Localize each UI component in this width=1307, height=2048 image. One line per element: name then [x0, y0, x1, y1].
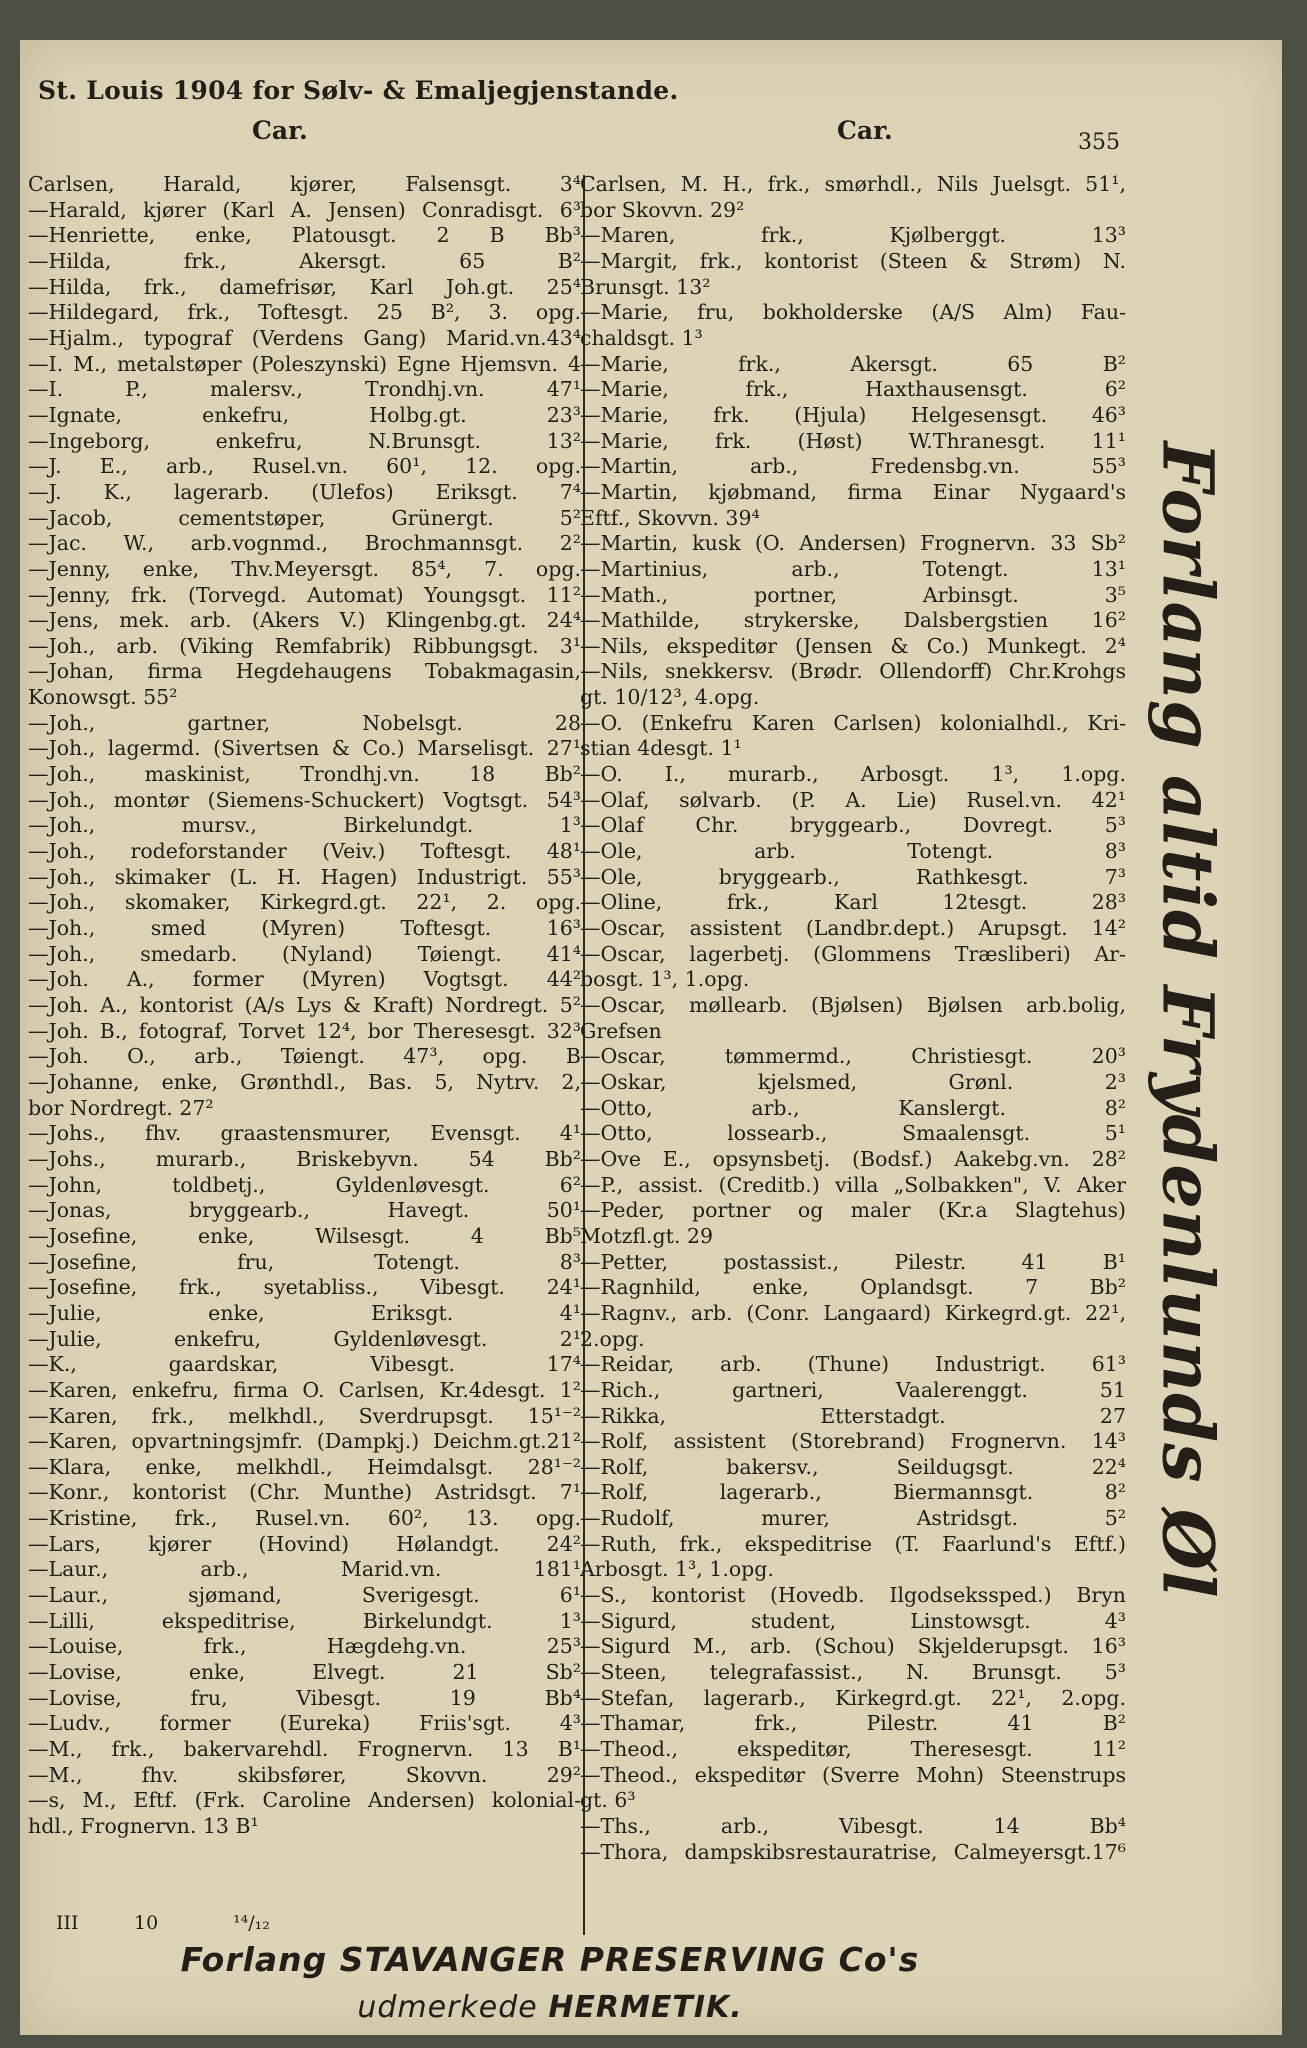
directory-entry-line: —Hjalm., typograf (Verdens Gang) Marid.vn.43⁴ [28, 325, 581, 350]
directory-entry-line: —Sigurd, student, Linstowsgt. 4³ [580, 1608, 1126, 1633]
directory-entry-line: —Marie, frk., Akersgt. 65 B² [580, 351, 1126, 376]
directory-entry-line: —M., fhv. skibsfører, Skovvn. 29² [28, 1762, 581, 1787]
directory-entry-line: 2.opg. [580, 1326, 645, 1351]
directory-entry-line: —Rolf, bakersv., Seildugsgt. 22⁴ [580, 1454, 1126, 1479]
directory-entry-line: —Maren, frk., Kjølberggt. 13³ [580, 223, 1126, 248]
directory-entry-line: —Louise, frk., Hægdehg.vn. 25³ [28, 1634, 581, 1659]
directory-entry-line: —Joh., maskinist, Trondhj.vn. 18 Bb² [28, 762, 581, 787]
directory-entry-line: —Jens, mek. arb. (Akers V.) Klingenbg.gt. 24⁴ [28, 608, 581, 633]
directory-entry-line: —Laur., arb., Marid.vn. 181¹ [28, 1557, 581, 1582]
directory-entry-line: —Joh., mursv., Birkelundgt. 1³ [28, 813, 581, 838]
directory-entry-line: —Joh. O., arb., Tøiengt. 47³, opg. B [28, 1044, 581, 1069]
directory-entry-line: —Hilda, frk., Akersgt. 65 B² [28, 248, 581, 273]
directory-page [20, 40, 1282, 2035]
directory-entry-line: bor Skovvn. 29² [580, 197, 745, 222]
directory-entry-line: —Josefine, fru, Totengt. 8³ [28, 1249, 581, 1274]
directory-entry-line: —Ole, arb. Totengt. 8³ [580, 839, 1126, 864]
directory-entry-line: —Joh. B., fotograf, Torvet 12⁴, bor Theresesgt. 32³ [28, 1018, 581, 1043]
directory-entry-line: —Konr., kontorist (Chr. Munthe) Astridsgt. 7¹ [28, 1480, 581, 1505]
bottom-advertisement-line-1 [20, 1940, 1080, 1979]
directory-entry-line: —P., assist. (Creditb.) villa „Solbakken", V. Aker [580, 1172, 1126, 1197]
directory-entry-line: —Rich., gartneri, Vaalerenggt. 51 [580, 1377, 1126, 1402]
directory-entry-line: —Julie, enkefru, Gyldenløvesgt. 2¹ [28, 1326, 581, 1351]
directory-entry-line: —Ruth, frk., ekspeditrise (T. Faarlund's Eftf.) [580, 1531, 1126, 1556]
directory-entry-line: Grefsen [580, 1018, 662, 1043]
directory-entry-line: —Rudolf, murer, Astridsgt. 5² [580, 1506, 1126, 1531]
directory-entry-line: —Joh., lagermd. (Sivertsen & Co.) Marselisgt. 27¹ [28, 736, 581, 761]
directory-entry-line: —Otto, arb., Kanslergt. 8² [580, 1095, 1126, 1120]
directory-entry-line: —S., kontorist (Hovedb. Ilgodsekssped.) Bryn [580, 1583, 1126, 1608]
directory-entry-line: —Johs., fhv. graastensmurer, Evensgt. 4¹ [28, 1121, 581, 1146]
directory-entry-line: —Karen, opvartningsjmfr. (Dampkj.) Deichm.gt.21² [28, 1429, 581, 1454]
directory-entry-line: gt. 6³ [580, 1788, 636, 1813]
footer-mark-c: ¹⁴/₁₂ [233, 1912, 270, 1934]
right-column-label: Car. [837, 116, 893, 145]
directory-entry-line: —Karen, enkefru, firma O. Carlsen, Kr.4desgt. 1² [28, 1377, 581, 1402]
directory-entry-line: —Ingeborg, enkefru, N.Brunsgt. 13² [28, 428, 581, 453]
directory-entry-line: gt. 10/12³, 4.opg. [580, 685, 760, 710]
directory-entry-line: —Jacob, cementstøper, Grünergt. 5² [28, 505, 581, 530]
directory-entry-line: —Mathilde, strykerske, Dalsbergstien 16² [580, 608, 1126, 633]
directory-entry-line: —Ths., arb., Vibesgt. 14 Bb⁴ [580, 1814, 1126, 1838]
directory-entry-line: —Lovise, fru, Vibesgt. 19 Bb⁴ [28, 1685, 581, 1710]
directory-entry-line: —Joh. A., former (Myren) Vogtsgt. 44² [28, 967, 581, 992]
directory-entry-line: —Oscar, møllearb. (Bjølsen) Bjølsen arb.bolig, [580, 993, 1126, 1017]
directory-entry-line: —Oscar, tømmermd., Christiesgt. 20³ [580, 1044, 1126, 1069]
directory-entry-line: —Steen, telegrafassist., N. Brunsgt. 5³ [580, 1660, 1126, 1685]
directory-entry-line: —Ignate, enkefru, Holbg.gt. 23³ [28, 402, 581, 427]
directory-entry-line: —Julie, enke, Eriksgt. 4¹ [28, 1300, 581, 1325]
directory-entry-line: —Lars, kjører (Hovind) Hølandgt. 24² [28, 1531, 581, 1556]
directory-entry-line: —O. I., murarb., Arbosgt. 1³, 1.opg. [580, 762, 1126, 787]
directory-entry-line: —Josefine, frk., syetabliss., Vibesgt. 24¹ [28, 1275, 581, 1300]
directory-entry-line: —Peder, portner og maler (Kr.a Slagtehus) [580, 1198, 1126, 1223]
directory-entry-line: Arbosgt. 1³, 1.opg. [580, 1557, 774, 1582]
directory-entry-line: —Hilda, frk., damefrisør, Karl Joh.gt. 25⁴ [28, 274, 581, 299]
directory-entry-line: —Jenny, enke, Thv.Meyersgt. 85⁴, 7. opg. [28, 556, 581, 581]
directory-entry-line: —Thamar, frk., Pilestr. 41 B² [580, 1711, 1126, 1736]
directory-entry-line: —Oskar, kjelsmed, Grønl. 2³ [580, 1069, 1126, 1094]
directory-entry-line: —Joh., smed (Myren) Toftesgt. 16³ [28, 916, 581, 941]
directory-entry-line: —Ole, bryggearb., Rathkesgt. 7³ [580, 864, 1126, 889]
directory-entry-line: —Olaf, sølvarb. (P. A. Lie) Rusel.vn. 42¹ [580, 787, 1126, 812]
directory-entry-line: bosgt. 1³, 1.opg. [580, 967, 750, 992]
directory-entry-line: —K., gaardskar, Vibesgt. 17⁴ [28, 1352, 581, 1377]
directory-entry-line: —Nils, ekspeditør (Jensen & Co.) Munkegt. 2⁴ [580, 633, 1126, 658]
directory-entry-line: —Petter, postassist., Pilestr. 41 B¹ [580, 1249, 1126, 1274]
directory-entry-line: —J. E., arb., Rusel.vn. 60¹, 12. opg. [28, 454, 581, 479]
directory-entry-line: —Rolf, lagerarb., Biermannsgt. 8² [580, 1480, 1126, 1505]
footer-mark-a: III [56, 1912, 79, 1934]
directory-entry-line: —Laur., sjømand, Sverigesgt. 6¹ [28, 1583, 581, 1608]
directory-entry-line: stian 4desgt. 1¹ [580, 736, 742, 761]
footer-mark-b: 10 [134, 1912, 159, 1934]
page-number: 355 [1078, 130, 1120, 155]
directory-entry-line: —Joh., smedarb. (Nyland) Tøiengt. 41⁴ [28, 941, 581, 966]
directory-entry-line: —Jenny, frk. (Torvegd. Automat) Youngsgt. 11² [28, 582, 581, 607]
bottom-advertisement-line-2 [20, 1990, 1080, 2025]
directory-entry-line: —Ragnv., arb. (Conr. Langaard) Kirkegrd.gt. 22¹, [580, 1300, 1126, 1325]
directory-entry-line: Eftf., Skovvn. 39⁴ [580, 505, 760, 530]
directory-entry-line: —Theod., ekspeditør, Theresesgt. 11² [580, 1737, 1126, 1762]
bottom-ad-brand: STAVANGER PRESERVING Co's [339, 1940, 920, 1979]
directory-entry-line: Carlsen, Harald, kjører, Falsensgt. 3⁴ [28, 172, 581, 196]
directory-entry-line: —Jac. W., arb.vognmd., Brochmannsgt. 2² [28, 531, 581, 556]
directory-entry-line: bor Nordregt. 27² [28, 1095, 214, 1120]
right-column-entries [580, 172, 1126, 1865]
directory-entry-line: —Martinius, arb., Totengt. 13¹ [580, 556, 1126, 581]
directory-entry-line: Motzfl.gt. 29 [580, 1223, 714, 1248]
directory-entry-line: —Josefine, enke, Wilsesgt. 4 Bb⁵ [28, 1223, 581, 1248]
directory-entry-line: Konowsgt. 55² [28, 685, 178, 710]
directory-entry-line: —Joh., skimaker (L. H. Hagen) Industrigt. 55³ [28, 864, 581, 889]
directory-entry-line: —I. M., metalstøper (Poleszynski) Egne Hjemsvn. 4 [28, 351, 581, 376]
directory-entry-line: —Martin, kjøbmand, firma Einar Nygaard's [580, 479, 1126, 504]
directory-entry-line: —Nils, snekkersv. (Brødr. Ollendorff) Chr.Krohgs [580, 659, 1126, 684]
directory-entry-line: —Joh., montør (Siemens-Schuckert) Vogtsgt. 54³ [28, 787, 581, 812]
directory-entry-line: chaldsgt. 1³ [580, 325, 703, 350]
directory-entry-line: —Henriette, enke, Platousgt. 2 B Bb³ [28, 223, 581, 248]
directory-entry-line: —Reidar, arb. (Thune) Industrigt. 61³ [580, 1352, 1126, 1377]
directory-entry-line: —Lovise, enke, Elvegt. 21 Sb² [28, 1660, 581, 1685]
directory-entry-line: —Klara, enke, melkhdl., Heimdalsgt. 28¹⁻² [28, 1454, 581, 1479]
directory-entry-line: —Margit, frk., kontorist (Steen & Strøm) N. [580, 248, 1126, 273]
directory-entry-line: —Math., portner, Arbinsgt. 3⁵ [580, 582, 1126, 607]
directory-entry-line: —Oline, frk., Karl 12tesgt. 28³ [580, 890, 1126, 915]
directory-entry-line: —Jonas, bryggearb., Havegt. 50¹ [28, 1198, 581, 1223]
directory-entry-line: —Joh., arb. (Viking Remfabrik) Ribbungsgt. 3¹ [28, 633, 581, 658]
bottom-ad-prefix: Forlang [180, 1940, 328, 1979]
directory-entry-line: —Kristine, frk., Rusel.vn. 60², 13. opg. [28, 1506, 581, 1531]
directory-entry-line: —Oscar, lagerbetj. (Glommens Træsliberi) Ar- [580, 941, 1126, 966]
directory-entry-line: —Marie, frk., Haxthausensgt. 6² [580, 377, 1126, 402]
directory-entry-line: —Joh., gartner, Nobelsgt. 28 [28, 710, 581, 735]
left-column-label: Car. [252, 116, 308, 145]
directory-entry-line: —I. P., malersv., Trondhj.vn. 47¹ [28, 377, 581, 402]
side-advertisement-text: Forlang altid Frydenlunds Øl [1146, 441, 1230, 1599]
directory-entry-line: —Marie, frk. (Hjula) Helgesensgt. 46³ [580, 402, 1126, 427]
directory-entry-line: —Otto, lossearb., Smaalensgt. 5¹ [580, 1121, 1126, 1146]
directory-entry-line: —Harald, kjører (Karl A. Jensen) Conradisgt. 6³ [28, 197, 581, 222]
bottom-ad-product: HERMETIK. [548, 1990, 743, 2025]
directory-entry-line: Carlsen, M. H., frk., smørhdl., Nils Juelsgt. 51¹, [580, 172, 1126, 196]
directory-entry-line: —Johanne, enke, Grønthdl., Bas. 5, Nytrv. 2, [28, 1069, 581, 1094]
directory-entry-line: —Ludv., former (Eureka) Friis'sgt. 4³ [28, 1711, 581, 1736]
directory-entry-line: —Marie, frk. (Høst) W.Thranesgt. 11¹ [580, 428, 1126, 453]
directory-entry-line: —Stefan, lagerarb., Kirkegrd.gt. 22¹, 2.opg. [580, 1685, 1126, 1710]
directory-entry-line: —Rolf, assistent (Storebrand) Frognervn. 14³ [580, 1429, 1126, 1454]
directory-entry-line: —Johan, firma Hegdehaugens Tobakmagasin, [28, 659, 581, 684]
directory-entry-line: —Thora, dampskibsrestauratrise, Calmeyersgt.17⁶ [580, 1839, 1126, 1864]
left-column-entries [28, 172, 581, 1840]
directory-entry-line: Brunsgt. 13² [580, 274, 711, 299]
directory-entry-line: —Johs., murarb., Briskebyvn. 54 Bb² [28, 1146, 581, 1171]
directory-entry-line: —Martin, arb., Fredensbg.vn. 55³ [580, 454, 1126, 479]
directory-entry-line: —Karen, frk., melkhdl., Sverdrupsgt. 15¹⁻² [28, 1403, 581, 1428]
directory-entry-line: —Theod., ekspeditør (Sverre Mohn) Steenstrups [580, 1762, 1126, 1787]
directory-entry-line: —Hildegard, frk., Toftesgt. 25 B², 3. opg. [28, 300, 581, 325]
directory-entry-line: —Olaf Chr. bryggearb., Dovregt. 5³ [580, 813, 1126, 838]
bottom-ad-line2-prefix: udmerkede [357, 1990, 538, 2025]
top-advertisement-banner: St. Louis 1904 for Sølv- & Emaljegjenstande. [38, 76, 679, 105]
directory-entry-line: hdl., Frognervn. 13 B¹ [28, 1814, 259, 1838]
directory-entry-line: —s, M., Eftf. (Frk. Caroline Andersen) kolonial- [28, 1788, 581, 1813]
directory-entry-line: —Martin, kusk (O. Andersen) Frognervn. 33 Sb² [580, 531, 1126, 556]
side-advertisement [1138, 441, 1238, 1599]
directory-entry-line: —Marie, fru, bokholderske (A/S Alm) Fau- [580, 300, 1126, 325]
directory-entry-line: —M., frk., bakervarehdl. Frognervn. 13 B¹ [28, 1737, 581, 1762]
directory-entry-line: —Sigurd M., arb. (Schou) Skjelderupsgt. 16³ [580, 1634, 1126, 1659]
directory-entry-line: —Joh., skomaker, Kirkegrd.gt. 22¹, 2. opg. [28, 890, 581, 915]
directory-entry-line: —Joh., rodeforstander (Veiv.) Toftesgt. 48¹ [28, 839, 581, 864]
directory-entry-line: —O. (Enkefru Karen Carlsen) kolonialhdl., Kri- [580, 710, 1126, 735]
directory-entry-line: —Lilli, ekspeditrise, Birkelundgt. 1³ [28, 1608, 581, 1633]
directory-entry-line: —Ove E., opsynsbetj. (Bodsf.) Aakebg.vn. 28² [580, 1146, 1126, 1171]
directory-entry-line: —Oscar, assistent (Landbr.dept.) Arupsgt. 14² [580, 916, 1126, 941]
directory-entry-line: —John, toldbetj., Gyldenløvesgt. 6² [28, 1172, 581, 1197]
directory-entry-line: —Joh. A., kontorist (A/s Lys & Kraft) Nordregt. 5² [28, 993, 581, 1017]
directory-entry-line: —J. K., lagerarb. (Ulefos) Eriksgt. 7⁴ [28, 479, 581, 504]
directory-entry-line: —Ragnhild, enke, Oplandsgt. 7 Bb² [580, 1275, 1126, 1300]
directory-entry-line: —Rikka, Etterstadgt. 27 [580, 1403, 1126, 1428]
